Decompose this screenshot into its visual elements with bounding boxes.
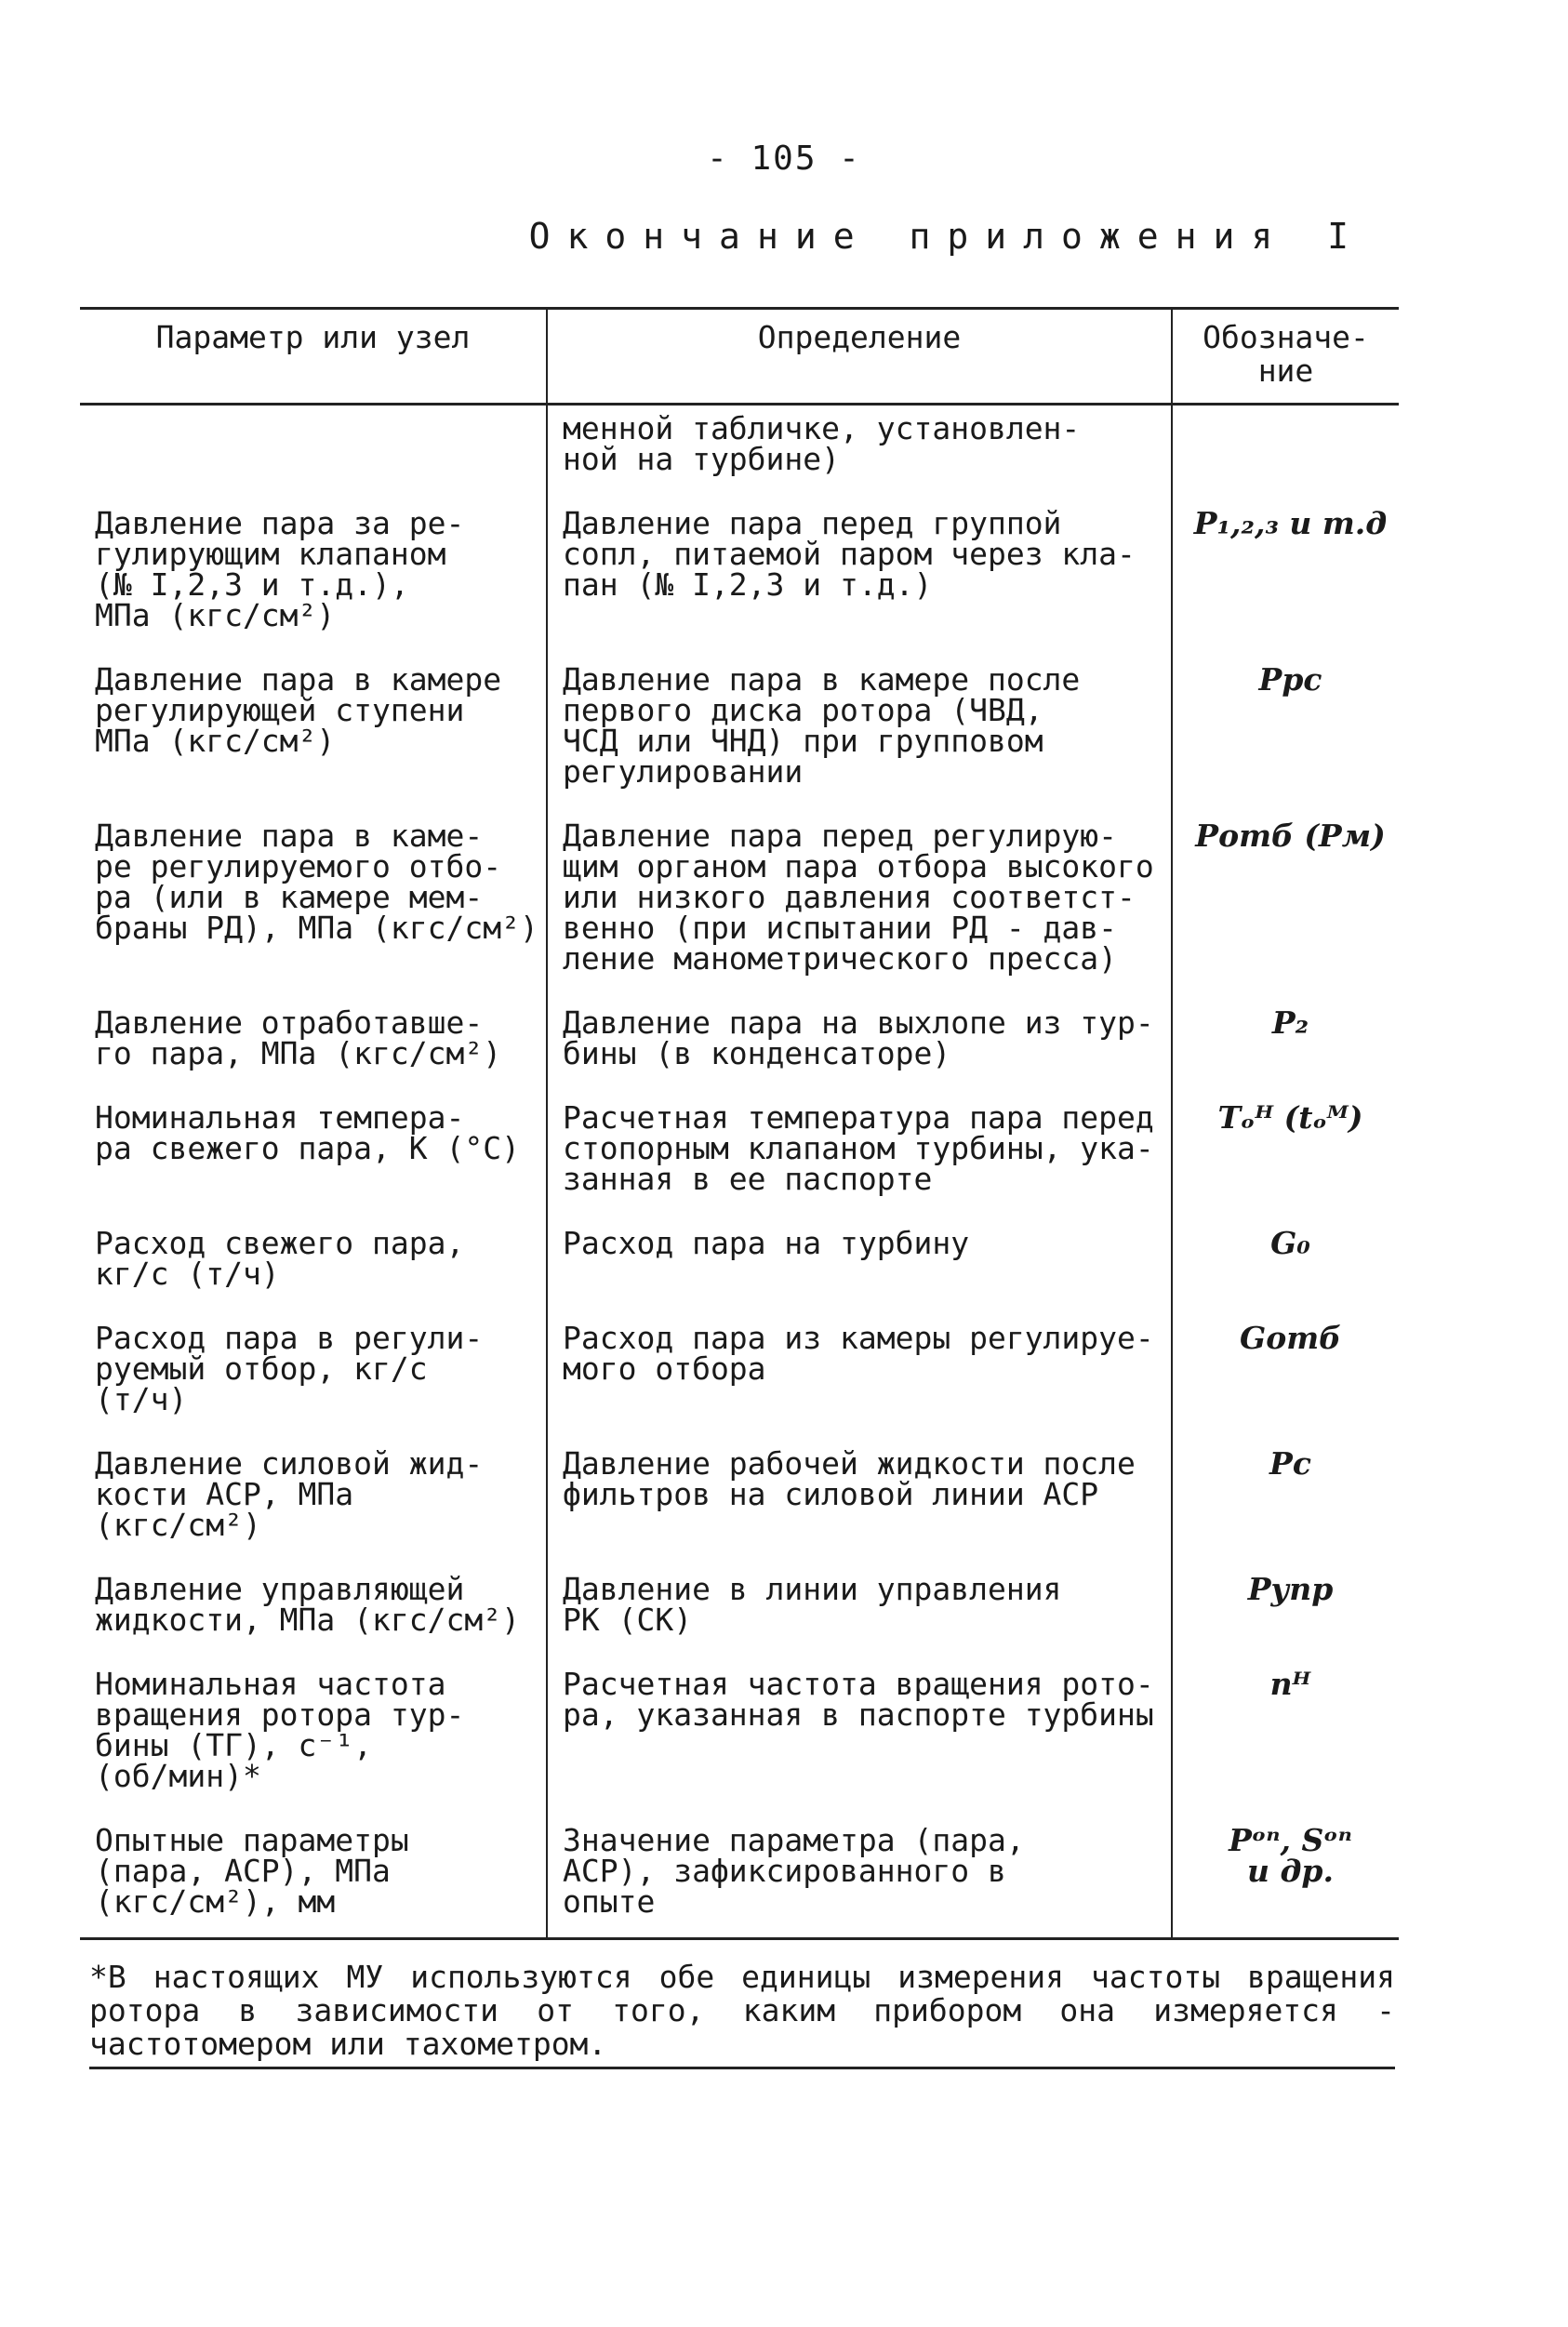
table-row bbox=[80, 1095, 1399, 1220]
table-row bbox=[80, 657, 1399, 813]
table-row bbox=[80, 1315, 1399, 1441]
table-row bbox=[80, 1000, 1399, 1095]
parameters-table bbox=[80, 307, 1399, 1940]
cell-parameter: Расход пара в регули- руемый отбор, кг/с (т/ч) bbox=[95, 1320, 484, 1417]
cell-definition: Давление в линии управления РК (СК) bbox=[547, 1566, 1172, 1661]
cell-symbol: Pᵒⁿ, Sᵒⁿ и др. bbox=[1172, 1817, 1399, 1939]
table-row bbox=[80, 500, 1399, 657]
cell-symbol: nᴴ bbox=[1172, 1661, 1399, 1817]
cell-symbol: Tₒᴴ (tₒᴹ) bbox=[1172, 1095, 1399, 1220]
cell-symbol: Pотб (Pм) bbox=[1172, 813, 1399, 1000]
header-parameter bbox=[80, 309, 547, 405]
cell-definition: Расход пара на турбину bbox=[547, 1220, 1172, 1315]
footnote: *В настоящих МУ используются обе единицы измерения частоты вращения ротора в зависимости от того, каким прибором она измеряется - частотомером или тахометром. bbox=[89, 1961, 1395, 2069]
table-body bbox=[80, 405, 1399, 1939]
cell-definition: Давление пара на выхлопе из тур- бины (в конденсаторе) bbox=[547, 1000, 1172, 1095]
cell-parameter: Давление пара в камере регулирующей ступени МПа (кгс/см²) bbox=[95, 661, 502, 759]
cell-definition: Расчетная частота вращения рото- ра, указанная в паспорте турбины bbox=[547, 1661, 1172, 1817]
page-number: - 105 - bbox=[707, 140, 861, 178]
cell-parameter: Давление отработавше- го пара, МПа (кгс/см²) bbox=[95, 1004, 502, 1071]
table-row bbox=[80, 1441, 1399, 1566]
cell-symbol bbox=[1172, 405, 1399, 501]
table-row bbox=[80, 813, 1399, 1000]
cell-symbol: P₂ bbox=[1172, 1000, 1399, 1095]
cell-parameter: Давление пара за ре- гулирующим клапаном (№ I,2,3 и т.д.), МПа (кгс/см²) bbox=[95, 505, 465, 633]
cell-definition: Значение параметра (пара, АСР), зафиксированного в опыте bbox=[547, 1817, 1172, 1939]
table-row bbox=[80, 1566, 1399, 1661]
table-header-row bbox=[80, 309, 1399, 405]
cell-definition: Расход пара из камеры регулируе- мого отбора bbox=[547, 1315, 1172, 1441]
table-row bbox=[80, 1817, 1399, 1939]
cell-definition: Давление пара в камере после первого диска ротора (ЧВД, ЧСД или ЧНД) при групповом регулировании bbox=[547, 657, 1172, 813]
header-definition bbox=[547, 309, 1172, 405]
table-row bbox=[80, 1220, 1399, 1315]
cell-parameter bbox=[80, 405, 547, 501]
table-row bbox=[80, 1661, 1399, 1817]
header-parameter-label: Параметр или узел bbox=[155, 319, 471, 355]
header-definition-label: Определение bbox=[757, 319, 962, 355]
cell-symbol: P₁,₂,₃ и т.д bbox=[1172, 500, 1399, 657]
cell-symbol: Pрс bbox=[1172, 657, 1399, 813]
cell-parameter: Опытные параметры (пара, АСР), МПа (кгс/см²), мм bbox=[80, 1817, 547, 1939]
cell-symbol: Pупр bbox=[1172, 1566, 1399, 1661]
table-row bbox=[80, 405, 1399, 501]
cell-symbol: Pс bbox=[1172, 1441, 1399, 1566]
cell-parameter: Давление силовой жид- кости АСР, МПа (кгс/см²) bbox=[95, 1445, 484, 1543]
cell-definition: Давление пара перед группой сопл, питаемой паром через кла- пан (№ I,2,3 и т.д.) bbox=[547, 500, 1172, 657]
cell-symbol: Gотб bbox=[1172, 1315, 1399, 1441]
cell-definition: Давление рабочей жидкости после фильтров на силовой линии АСР bbox=[547, 1441, 1172, 1566]
cell-definition: менной табличке, установлен- ной на турбине) bbox=[547, 405, 1172, 501]
header-symbol bbox=[1172, 309, 1399, 405]
cell-definition: Давление пара перед регулирую- щим органом пара отбора высокого или низкого давления соответст- венно (при испытании РД - дав- ление манометрического пресса) bbox=[547, 813, 1172, 1000]
cell-parameter: Давление управляющей жидкости, МПа (кгс/см²) bbox=[95, 1571, 520, 1638]
section-title: Окончание приложения I bbox=[528, 216, 1365, 257]
cell-definition: Расчетная температура пара перед стопорным клапаном турбины, ука- занная в ее паспорте bbox=[547, 1095, 1172, 1220]
cell-parameter: Давление пара в каме- ре регулируемого отбо- ра (или в камере мем- браны РД), МПа (кгс/см²) bbox=[95, 818, 538, 946]
cell-symbol: G₀ bbox=[1172, 1220, 1399, 1315]
cell-parameter: Номинальная частота вращения ротора тур- бины (ТГ), с⁻¹, (об/мин)* bbox=[95, 1666, 465, 1794]
cell-parameter: Номинальная темпера- ра свежего пара, К (°С) bbox=[95, 1099, 520, 1166]
cell-parameter: Расход свежего пара, кг/с (т/ч) bbox=[95, 1225, 465, 1292]
header-symbol-label: Обозначе- ние bbox=[1203, 319, 1369, 389]
